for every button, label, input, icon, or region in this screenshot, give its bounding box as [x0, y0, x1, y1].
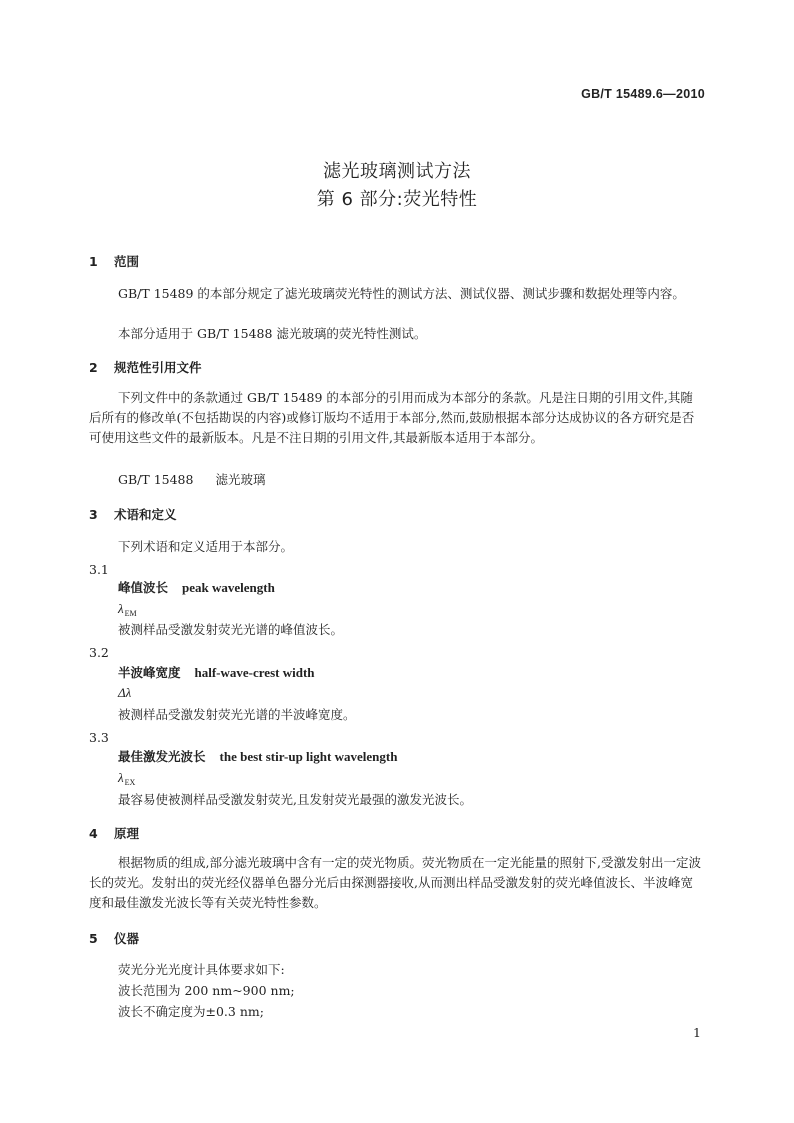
term-en: peak wavelength — [182, 580, 275, 595]
term-number: 3.3 — [89, 730, 109, 745]
term-name — [118, 747, 397, 765]
instrument-line: 波长不确定度为±0.3 nm; — [118, 1004, 264, 1019]
section-title: 仪器 — [114, 931, 140, 946]
term-zh: 峰值波长 — [118, 580, 169, 595]
term-definition: 最容易使被测样品受激发射荧光,且发射荧光最强的激发光波长。 — [118, 792, 472, 807]
section-4-heading — [89, 824, 139, 842]
term-zh: 最佳激发光波长 — [118, 749, 206, 764]
section-3-intro: 下列术语和定义适用于本部分。 — [118, 539, 294, 554]
term-symbol: Δλ — [118, 685, 132, 700]
section-1-heading — [89, 252, 139, 270]
section-title: 规范性引用文件 — [114, 360, 202, 375]
reference-title: 滤光玻璃 — [215, 472, 266, 487]
section-3-heading — [89, 505, 177, 523]
section-title: 范围 — [114, 254, 140, 269]
section-title: 原理 — [114, 826, 140, 841]
reference-code: GB/T 15488 — [118, 472, 194, 487]
section-4-paragraph: 根据物质的组成,部分滤光玻璃中含有一定的荧光物质。荧光物质在一定光能量的照射下,受激发射出一定波长的荧光。发射出的荧光经仪器单色器分光后由探测器接收,从而测出样品受激发射的荧光峰值波长、半波峰宽度和最佳激发光波长等有关荧光特性参数。 — [89, 855, 701, 910]
term-symbol: $\lambda_{EM}$ — [118, 601, 137, 618]
document-title: 滤光玻璃测试方法 — [323, 161, 471, 182]
section-2-paragraph: 下列文件中的条款通过 GB/T 15489 的本部分的引用而成为本部分的条款。凡是注日期的引用文件,其随后所有的修改单(不包括勘误的内容)或修订版均不适用于本部分,然而,鼓励根据本部分达成协议的各方研究是否可使用这些文件的最新版本。凡是不注日期的引用文件,其最新版本适用于本部分。 — [89, 390, 695, 445]
term-zh: 半波峰宽度 — [118, 665, 181, 680]
section-title: 术语和定义 — [114, 507, 177, 522]
page-number: 1 — [693, 1025, 701, 1040]
section-number: 3 — [89, 507, 98, 522]
term-number: 3.1 — [89, 562, 109, 577]
normative-reference — [118, 470, 265, 490]
section-number: 2 — [89, 360, 98, 375]
standard-number: GB/T 15489.6—2010 — [581, 87, 705, 101]
term-number: 3.2 — [89, 645, 109, 660]
section-number: 1 — [89, 254, 98, 269]
term-name — [118, 663, 315, 681]
section-5-heading — [89, 929, 139, 947]
section-1-paragraph: GB/T 15489 的本部分规定了滤光玻璃荧光特性的测试方法、测试仪器、测试步骤和数据处理等内容。 — [118, 286, 685, 301]
section-number: 5 — [89, 931, 98, 946]
term-definition: 被测样品受激发射荧光光谱的半波峰宽度。 — [118, 707, 356, 722]
instrument-line: 荧光分光光度计具体要求如下: — [118, 962, 285, 977]
section-1-applicability: 本部分适用于 GB/T 15488 滤光玻璃的荧光特性测试。 — [118, 326, 427, 341]
section-2-heading — [89, 358, 202, 376]
section-number: 4 — [89, 826, 98, 841]
document-subtitle: 第 6 部分:荧光特性 — [316, 189, 478, 210]
instrument-line: 波长范围为 200 nm~900 nm; — [118, 983, 295, 998]
term-en: the best stir-up light wavelength — [219, 749, 398, 764]
term-en: half-wave-crest width — [194, 665, 315, 680]
term-name — [118, 578, 275, 596]
term-definition: 被测样品受激发射荧光光谱的峰值波长。 — [118, 622, 344, 637]
term-symbol: $\lambda_{EX}$ — [118, 770, 136, 787]
